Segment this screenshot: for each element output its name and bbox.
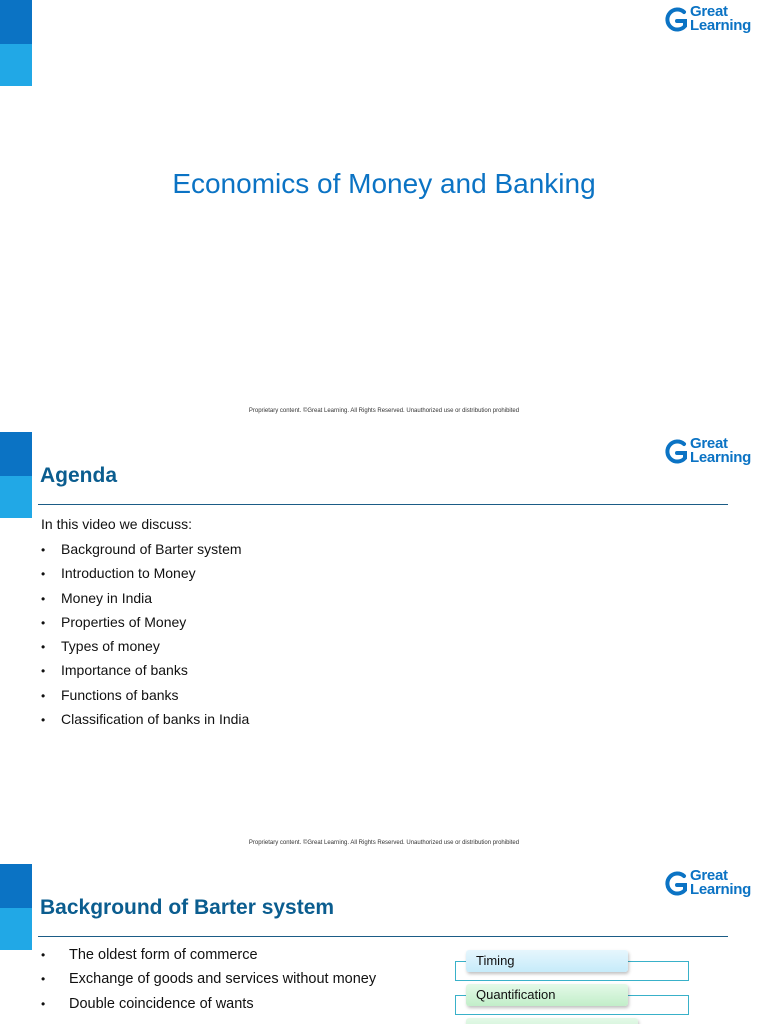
logo-line-2: Learning — [690, 449, 751, 466]
slide-title — [0, 0, 768, 432]
barter-item-text: The oldest form of commerce — [69, 947, 258, 963]
logo-line-2: Learning — [690, 17, 751, 34]
agenda-item-text: Importance of banks — [61, 662, 188, 679]
slide-accent-bar — [0, 0, 32, 44]
bullet: • — [41, 972, 46, 987]
slide-accent-bar-light — [0, 908, 32, 950]
great-learning-g-icon — [664, 6, 690, 34]
bullet: • — [41, 567, 46, 582]
logo-line-1: Great — [690, 867, 728, 884]
great-learning-g-icon — [664, 438, 690, 466]
agenda-list — [41, 540, 249, 734]
slide-accent-bar-light — [0, 476, 32, 518]
agenda-item-text: Functions of banks — [61, 686, 179, 703]
agenda-item-text: Classification of banks in India — [61, 711, 250, 728]
presentation-title: Economics of Money and Banking — [172, 168, 596, 199]
bullet: • — [41, 640, 46, 655]
bullet: • — [41, 713, 46, 728]
chip-timing: Timing — [466, 950, 628, 972]
slide-accent-bar — [0, 864, 32, 908]
bullet: • — [41, 948, 46, 962]
barter-item-text: Exchange of goods and services without money — [69, 971, 377, 988]
list-item — [41, 540, 249, 564]
logo-wordmark — [690, 5, 751, 33]
slide-agenda — [0, 432, 768, 864]
logo-line-1: Great — [690, 435, 728, 452]
agenda-item-text: Money in India — [61, 589, 153, 606]
slide-heading: Agenda — [40, 464, 118, 487]
chip-quantification: Quantification — [466, 984, 628, 1006]
logo-line-1: Great — [690, 3, 728, 20]
agenda-item-text: Introduction to Money — [61, 565, 196, 582]
list-item — [41, 710, 249, 734]
list-item — [41, 970, 376, 994]
agenda-item-text: Properties of Money — [61, 613, 187, 630]
slide-accent-bar — [0, 432, 32, 476]
great-learning-logo — [664, 4, 760, 36]
great-learning-logo — [664, 436, 760, 468]
logo-wordmark — [690, 869, 751, 897]
barter-list — [41, 946, 376, 1019]
bullet: • — [41, 664, 46, 679]
list-item — [41, 946, 376, 970]
bullet: • — [41, 591, 46, 606]
heading-divider — [38, 504, 728, 505]
agenda-intro: In this video we discuss: — [41, 516, 192, 532]
list-item — [41, 995, 376, 1019]
footer-note: Proprietary content. ©Great Learning. All Rights Reserved. Unauthorized use or distribution prohibited — [248, 840, 520, 846]
list-item — [41, 589, 249, 613]
bullet: • — [41, 688, 46, 703]
list-item — [41, 564, 249, 588]
agenda-item-text: Background of Barter system — [61, 541, 242, 557]
slide-heading: Background of Barter system — [40, 896, 335, 919]
list-item — [41, 686, 249, 710]
bullet: • — [41, 615, 46, 630]
slide-accent-bar-light — [0, 44, 32, 86]
heading-divider — [38, 936, 728, 937]
slide-barter-system — [0, 864, 768, 1024]
chip-partial — [466, 1018, 638, 1024]
list-item — [41, 637, 249, 661]
footer-note: Proprietary content. ©Great Learning. All Rights Reserved. Unauthorized use or distribution prohibited — [248, 408, 520, 414]
logo-line-2: Learning — [690, 881, 751, 898]
agenda-item-text: Types of money — [61, 638, 160, 655]
bullet: • — [41, 996, 46, 1011]
list-item — [41, 661, 249, 685]
logo-wordmark — [690, 437, 751, 465]
great-learning-g-icon — [664, 870, 690, 898]
list-item — [41, 613, 249, 637]
bullet: • — [41, 543, 46, 557]
great-learning-logo — [664, 868, 760, 900]
barter-item-text: Double coincidence of wants — [69, 995, 254, 1012]
